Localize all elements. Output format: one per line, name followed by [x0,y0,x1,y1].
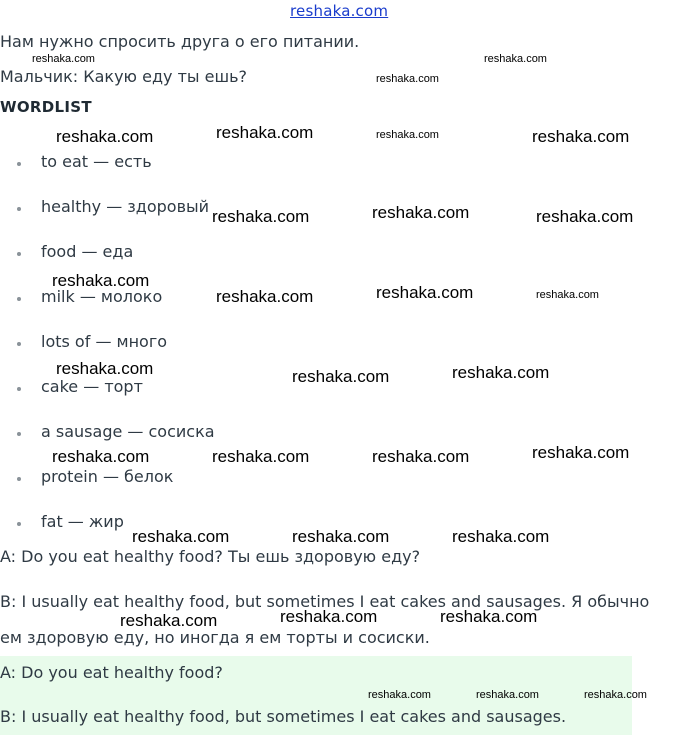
list-item: lots of — много [41,332,168,351]
watermark: reshaka.com [452,527,550,546]
watermark: reshaka.com [376,283,474,302]
watermark: reshaka.com [484,53,547,65]
watermark: reshaka.com [440,607,538,626]
dialogue-a: A: Do you eat healthy food? Ты ешь здоровую еду? [0,547,421,566]
watermark: reshaka.com [216,123,314,142]
watermark: reshaka.com [476,689,539,701]
site-link[interactable]: reshaka.com [290,2,389,20]
list-item: cake — торт [41,377,143,396]
watermark: reshaka.com [536,207,634,226]
watermark: reshaka.com [584,689,647,701]
bullet-dot [17,387,21,391]
watermark: reshaka.com [212,447,310,466]
watermark: reshaka.com [452,363,550,382]
watermark: reshaka.com [132,527,230,546]
watermark: reshaka.com [216,287,314,306]
watermark: reshaka.com [372,447,470,466]
watermark: reshaka.com [56,359,154,378]
watermark: reshaka.com [372,203,470,222]
list-item: to eat — есть [41,152,152,171]
intro-line-1: Нам нужно спросить друга о его питании. [0,32,360,51]
answer-b: B: I usually eat healthy food, but sometimes I eat cakes and sausages. [0,707,567,726]
watermark: reshaka.com [120,611,218,630]
dialogue-b-line-2: ем здоровую еду, но иногда я ем торты и сосиски. [0,628,430,647]
bullet-dot [17,297,21,301]
watermark: reshaka.com [56,127,154,146]
list-item: a sausage — сосиска [41,422,215,441]
watermark: reshaka.com [280,607,378,626]
intro-line-2: Мальчик: Какую еду ты ешь? [0,67,248,86]
watermark: reshaka.com [292,527,390,546]
bullet-dot [17,162,21,166]
watermark: reshaka.com [212,207,310,226]
list-item: protein — белок [41,467,174,486]
bullet-dot [17,252,21,256]
list-item: milk — молоко [41,287,163,306]
answer-a: A: Do you eat healthy food? [0,663,223,682]
list-item: healthy — здоровый [41,197,210,216]
bullet-dot [17,522,21,526]
watermark: reshaka.com [52,271,150,290]
watermark: reshaka.com [532,443,630,462]
bullet-dot [17,207,21,211]
watermark: reshaka.com [52,447,150,466]
dialogue-b-line-1: B: I usually eat healthy food, but sometimes I eat cakes and sausages. Я обычно [0,592,650,611]
watermark: reshaka.com [292,367,390,386]
list-item: food — еда [41,242,134,261]
bullet-dot [17,432,21,436]
watermark: reshaka.com [376,73,439,85]
list-item: fat — жир [41,512,124,531]
wordlist-heading: WORDLIST [0,98,92,116]
bullet-dot [17,342,21,346]
watermark: reshaka.com [376,129,439,141]
watermark: reshaka.com [368,689,431,701]
watermark: reshaka.com [532,127,630,146]
watermark: reshaka.com [536,289,599,301]
bullet-dot [17,477,21,481]
watermark: reshaka.com [32,53,95,65]
